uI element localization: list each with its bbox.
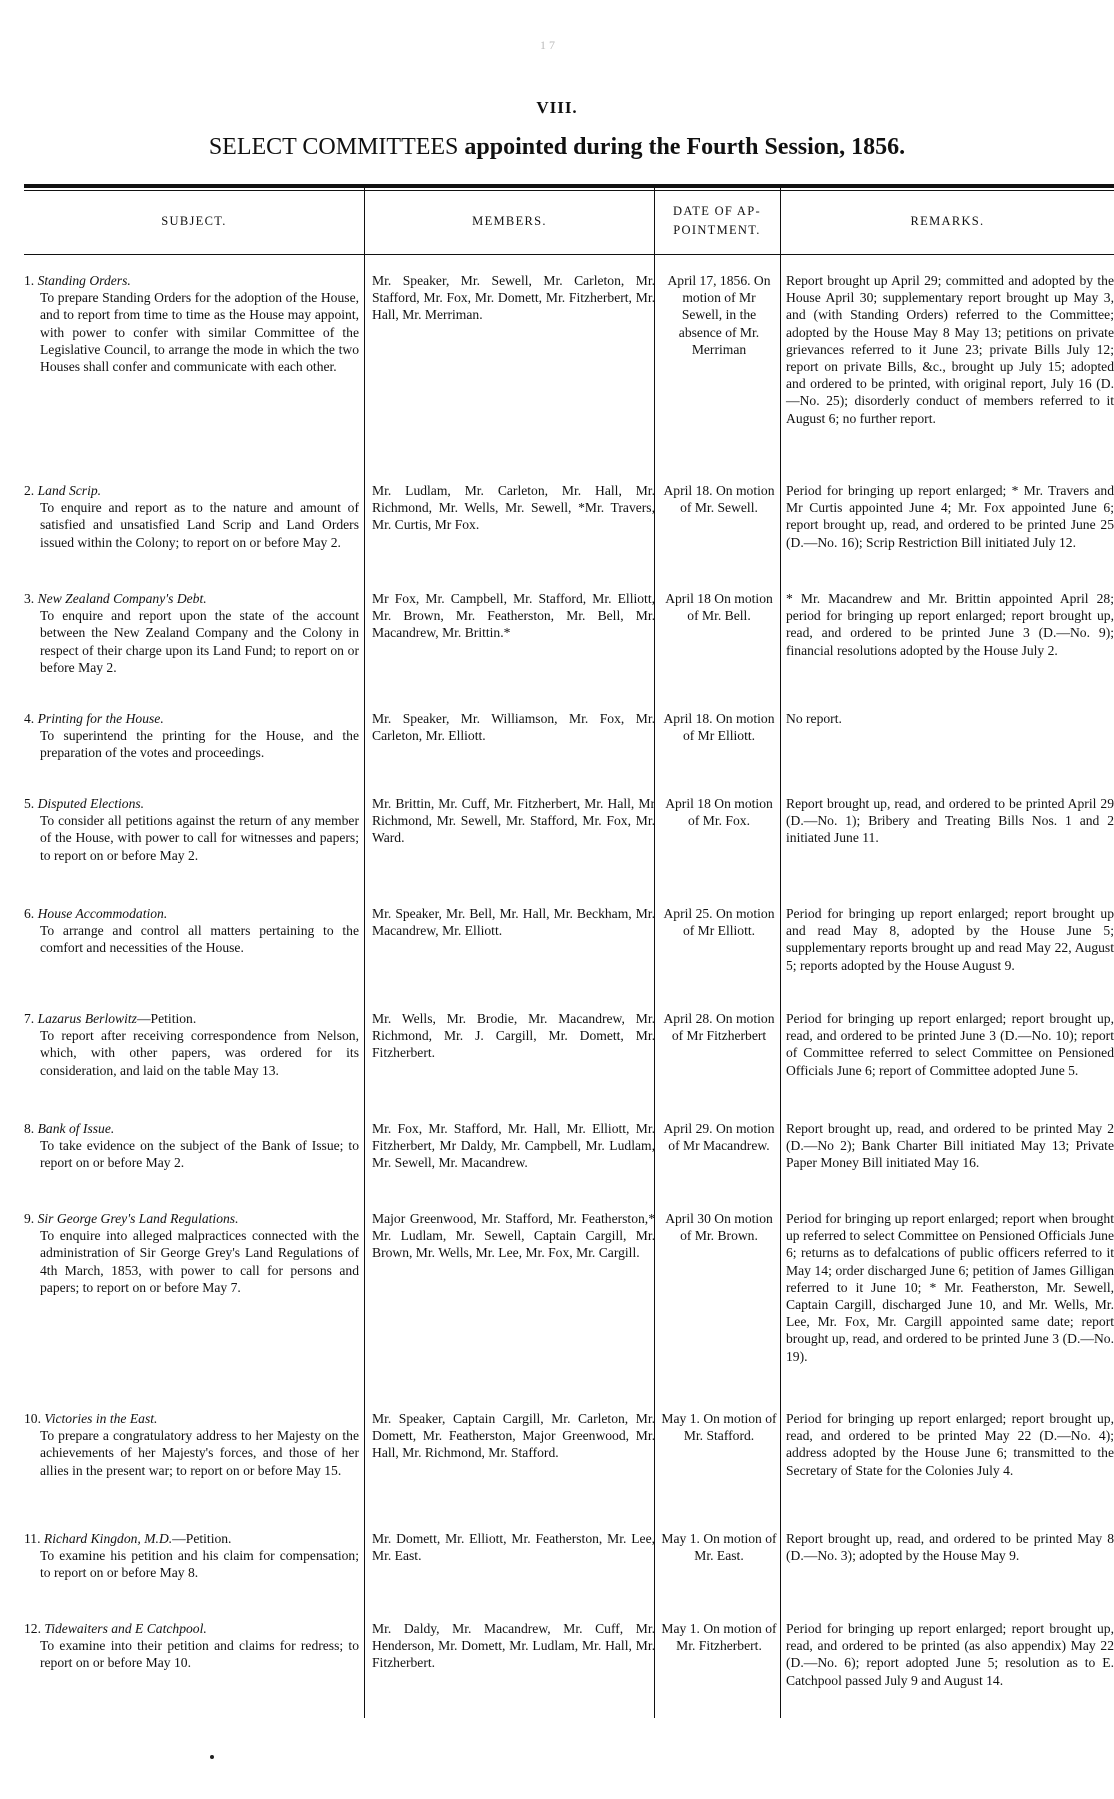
appointment-date-cell: May 1. On motion of Mr. East.: [661, 1531, 777, 1564]
remarks-cell: Period for bringing up report enlarged; report brought up, read, and ordered to be printed (as also appendix) May 22 (D.—No. 6); report adopted June 5; resolution as to E. Catchpool passed July 9 and August 14.: [786, 1621, 1114, 1688]
committee-title: [24, 1010, 359, 1027]
appointment-date-cell: April 29. On motion of Mr Macandrew.: [663, 1121, 775, 1154]
members-cell: Mr. Speaker, Mr. Williamson, Mr. Fox, Mr. Carleton, Mr. Elliott.: [372, 711, 655, 744]
committee-title-text: Land Scrip.: [37, 483, 102, 498]
committee-title-text: Victories in the East.: [44, 1411, 158, 1426]
members-cell: Mr. Wells, Mr. Brodie, Mr. Macandrew, Mr. Richmond, Mr. J. Cargill, Mr. Domett, Mr. Fitzherbert.: [372, 1011, 655, 1061]
committee-number: 12.: [24, 1621, 41, 1636]
committee-number: 10.: [24, 1411, 41, 1426]
committee-description: To prepare a congratulatory address to her Majesty on the achievements of her Majesty's forces, and those of her allies in the present war; to report on or before May 15.: [40, 1428, 359, 1478]
subject-cell: [24, 710, 359, 762]
committee-title-text: Disputed Elections.: [37, 796, 145, 811]
title-prefix: SELECT COMMITTEES: [208, 134, 459, 160]
committee-description: To examine into their petition and claims for redress; to report on or before May 10.: [40, 1638, 359, 1671]
appointment-date-cell: April 18 On motion of Mr. Fox.: [665, 796, 773, 829]
column-header-members: MEMBERS.: [472, 213, 547, 228]
committee-title: [24, 795, 359, 812]
committee-title-text: Standing Orders.: [37, 273, 131, 288]
members-cell: Mr Fox, Mr. Campbell, Mr. Stafford, Mr. Elliott, Mr. Brown, Mr. Featherston, Mr. Bell, Mr. Macandrew, Mr. Brittin.*: [372, 591, 655, 641]
subject-cell: [24, 1410, 359, 1479]
appointment-date-cell: April 17, 1856. On motion of Mr Sewell, in the absence of Mr. Merriman: [667, 273, 771, 357]
members-cell: Mr. Daldy, Mr. Macandrew, Mr. Cuff, Mr. Henderson, Mr. Domett, Mr. Ludlam, Mr. Hall, Mr. Fitzherbert.: [372, 1621, 655, 1671]
remarks-cell: Report brought up April 29; committed and adopted by the House April 30; supplementary report brought up May 3, and (with Standing Orders) referred to the Committee; adopted by the House May 8 May 13; petitions on private grievances referred to it June 23; private Bills July 12; report on private Bills, &c., brought up July 15; adopted and ordered to be printed, with original report, July 16 (D.—No. 25); disorderly conduct of members referred to it August 6; no further report.: [786, 273, 1114, 426]
remarks-cell: Period for bringing up report enlarged; report when brought up referred to select Committee on Pensioned Officials June 6; returns as to defalcations of public officers referred to it May 14; order discharged June 6; petition of James Gilligan referred to it June 10; * Mr. Featherston, Mr. Sewell, Captain Cargill, discharged June 10, and Mr. Wells, Mr. Lee, Mr. Fox, Mr. Cargill appointed same date; report brought up, read, and ordered to be printed June 3 (D.—No. 19).: [786, 1211, 1114, 1364]
appointment-date-cell: May 1. On motion of Mr. Stafford.: [661, 1411, 777, 1444]
committee-number: 9.: [24, 1211, 35, 1226]
committee-title-text: Lazarus Berlowitz: [37, 1011, 137, 1026]
subject-cell: [24, 1530, 359, 1582]
members-cell: Mr. Ludlam, Mr. Carleton, Mr. Hall, Mr. Richmond, Mr. Wells, Mr. Sewell, *Mr. Travers, Mr. Curtis, Mr Fox.: [372, 483, 655, 533]
members-cell: Mr. Fox, Mr. Stafford, Mr. Hall, Mr. Elliott, Mr. Fitzherbert, Mr Daldy, Mr. Campbell, Mr. Ludlam, Mr. Sewell, Mr. Macandrew.: [372, 1121, 655, 1171]
committee-number: 7.: [24, 1011, 35, 1026]
members-cell: Mr. Speaker, Mr. Bell, Mr. Hall, Mr. Beckham, Mr. Macandrew, Mr. Elliott.: [372, 906, 655, 939]
remarks-cell: Period for bringing up report enlarged; * Mr. Travers and Mr Curtis appointed June 4; Mr. Fox appointed June 6; report brought up, read, and ordered to be printed June 25 (D.—No. 16); Scrip Restriction Bill initiated July 12.: [786, 483, 1114, 550]
committee-description: To enquire and report as to the nature and amount of satisfied and unsatisfied Land Scrip and Land Orders issued within the Colony; to report on or before May 2.: [40, 500, 359, 550]
page-mark: 1 7: [540, 38, 555, 52]
committee-title: [24, 590, 359, 607]
members-cell: Mr. Speaker, Captain Cargill, Mr. Carleton, Mr. Domett, Mr. Featherston, Major Greenwood, Mr. Hall, Mr. Richmond, Mr. Stafford.: [372, 1411, 655, 1461]
column-header-date: DATE OF AP-POINTMENT.: [673, 204, 761, 237]
committee-title-text: Printing for the House.: [37, 711, 164, 726]
members-cell: Mr. Domett, Mr. Elliott, Mr. Featherston, Mr. Lee, Mr. East.: [372, 1531, 655, 1564]
committee-title: [24, 1620, 359, 1637]
committee-description: To superintend the printing for the House, and the preparation of the votes and proceedings.: [40, 728, 359, 761]
title-suffix: appointed during the Fourth Session, 1856.: [464, 134, 906, 160]
remarks-cell: Period for bringing up report enlarged; report brought up, read, and ordered to be printed May 22 (D.—No. 4); address adopted by the House June 6; transmitted to the Secretary of State for the Colonies July 4.: [786, 1411, 1114, 1478]
committee-title-text: House Accommodation.: [37, 906, 168, 921]
committee-description: To prepare Standing Orders for the adoption of the House, and to report from time to time as the House may appoint, with power to confer with similar Committee of the Legislative Council, to arrange the mode in which the two Houses shall confer and communicate with each other.: [40, 290, 359, 375]
column-divider: [654, 188, 655, 1718]
committee-description: To enquire into alleged malpractices connected with the administration of Sir George Grey's Land Regulations of 4th March, 1853, with power to call for persons and papers; to report on or before May 7.: [40, 1228, 359, 1295]
committee-title-text: Richard Kingdon, M.D.: [43, 1531, 173, 1546]
committee-description: To consider all petitions against the return of any member of the House, with power to call for witnesses and papers; to report on or before May 2.: [40, 813, 359, 863]
appointment-date-cell: April 30 On motion of Mr. Brown.: [665, 1211, 773, 1244]
appointment-date-cell: April 18. On motion of Mr. Sewell.: [663, 483, 775, 516]
committee-title-text: Tidewaiters and E Catchpool.: [44, 1621, 207, 1636]
committee-description: To report after receiving correspondence from Nelson, which, with other papers, was ordered for its consideration, and laid on the table May 13.: [40, 1028, 359, 1078]
committee-title-text: New Zealand Company's Debt.: [37, 591, 207, 606]
column-divider: [364, 188, 365, 1718]
remarks-cell: Report brought up, read, and ordered to be printed May 8 (D.—No. 3); adopted by the House May 9.: [786, 1531, 1114, 1564]
remarks-cell: No report.: [786, 711, 842, 726]
page-title: [0, 134, 1114, 161]
subject-cell: [24, 1120, 359, 1172]
members-cell: Major Greenwood, Mr. Stafford, Mr. Featherston,* Mr. Ludlam, Mr. Sewell, Captain Cargill, Mr. Brown, Mr. Wells, Mr. Lee, Mr. Fox, Mr. Cargill.: [372, 1211, 655, 1261]
committee-number: 2.: [24, 483, 35, 498]
appointment-date-cell: April 25. On motion of Mr Elliott.: [663, 906, 775, 939]
committee-description: To enquire and report upon the state of the account between the New Zealand Company and the Colony in respect of their charge upon its Land Fund; to report on or before May 2.: [40, 608, 359, 675]
subject-cell: [24, 272, 359, 375]
members-cell: Mr. Speaker, Mr. Sewell, Mr. Carleton, Mr. Stafford, Mr. Fox, Mr. Domett, Mr. Fitzherbert, Mr. Hall, Mr. Merriman.: [372, 273, 655, 323]
column-divider: [780, 188, 781, 1718]
remarks-cell: Period for bringing up report enlarged; report brought up, read, and ordered to be printed June 3 (D.—No. 10); report of Committee referred to select Committee on Pensioned Officials June 6; report of Committee adopted June 5.: [786, 1011, 1114, 1078]
members-cell: Mr. Brittin, Mr. Cuff, Mr. Fitzherbert, Mr. Hall, Mr Richmond, Mr. Sewell, Mr. Stafford, Mr. Fox, Mr. Ward.: [372, 796, 655, 846]
committee-title: [24, 482, 359, 499]
committee-title: [24, 710, 359, 727]
subject-cell: [24, 795, 359, 864]
remarks-cell: Report brought up, read, and ordered to be printed May 2 (D.—No 2); Bank Charter Bill initiated May 13; Private Paper Money Bill initiated May 16.: [786, 1121, 1114, 1171]
appointment-date-cell: April 18. On motion of Mr Elliott.: [663, 711, 775, 744]
committee-title-suffix: —Petition.: [172, 1531, 232, 1546]
appointment-date-cell: May 1. On motion of Mr. Fitzherbert.: [661, 1621, 777, 1654]
committee-description: To arrange and control all matters pertaining to the comfort and necessities of the House.: [40, 923, 359, 956]
section-number: VIII.: [536, 98, 578, 117]
subject-cell: [24, 590, 359, 676]
remarks-cell: Period for bringing up report enlarged; report brought up and read May 8, adopted by the House June 5; supplementary reports brought up and read May 22, August 5; reports adopted by the House August 9.: [786, 906, 1114, 973]
committee-title: [24, 905, 359, 922]
appointment-date-cell: April 28. On motion of Mr Fitzherbert: [663, 1011, 775, 1044]
committee-title-text: Sir George Grey's Land Regulations.: [37, 1211, 239, 1226]
committee-number: 8.: [24, 1121, 35, 1136]
committee-title: [24, 1120, 359, 1137]
header-separator-rule: [24, 254, 1114, 255]
column-header-remarks: REMARKS.: [910, 213, 985, 228]
committee-number: 1.: [24, 273, 35, 288]
appointment-date-cell: April 18 On motion of Mr. Bell.: [665, 591, 773, 624]
committee-title: [24, 1530, 359, 1547]
committee-number: 4.: [24, 711, 35, 726]
committee-title: [24, 1210, 359, 1227]
committee-description: To take evidence on the subject of the Bank of Issue; to report on or before May 2.: [40, 1138, 359, 1171]
subject-cell: [24, 1620, 359, 1672]
committee-title: [24, 272, 359, 289]
remarks-cell: * Mr. Macandrew and Mr. Brittin appointed April 28; period for bringing up report enlarged; report brought up, read, and ordered to be printed June 3 (D.—No. 9); financial resolutions adopted by the House July 2.: [786, 591, 1114, 658]
committee-description: To examine his petition and his claim for compensation; to report on or before May 8.: [40, 1548, 359, 1581]
subject-cell: [24, 482, 359, 551]
page-speck: [210, 1755, 214, 1759]
committee-number: 11.: [24, 1531, 41, 1546]
committee-number: 5.: [24, 796, 35, 811]
subject-cell: [24, 905, 359, 957]
committee-number: 6.: [24, 906, 35, 921]
committee-number: 3.: [24, 591, 35, 606]
committee-title: [24, 1410, 359, 1427]
committee-title-suffix: —Petition.: [136, 1011, 197, 1026]
column-header-subject: SUBJECT.: [161, 213, 227, 228]
subject-cell: [24, 1210, 359, 1296]
subject-cell: [24, 1010, 359, 1079]
remarks-cell: Report brought up, read, and ordered to be printed April 29 (D.—No. 1); Bribery and Treating Bills Nos. 1 and 2 initiated June 11.: [786, 796, 1114, 846]
committee-title-text: Bank of Issue.: [37, 1121, 115, 1136]
